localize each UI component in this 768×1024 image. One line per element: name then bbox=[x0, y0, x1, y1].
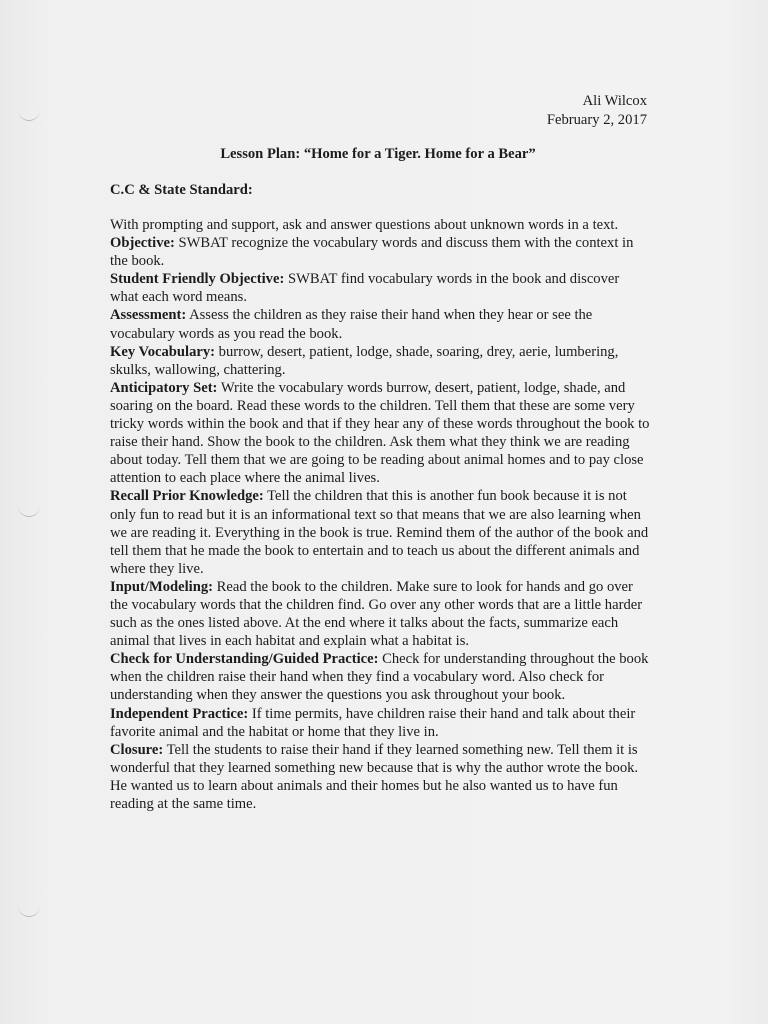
section-objective bbox=[110, 234, 650, 270]
author-name: Ali Wilcox bbox=[582, 93, 647, 109]
section-text: SWBAT recognize the vocabulary words and discuss them with the context in the book. bbox=[110, 235, 634, 270]
lesson-plan-title: Lesson Plan: “Home for a Tiger. Home for a Bear” bbox=[220, 146, 536, 162]
section-text: Write the vocabulary words burrow, desert, patient, lodge, shade, and soaring on the board. Read these words to the children. Tell them that these are some very tricky words within the book and that if they hear any of these words throughout the book to raise their hand. Show the book to the children. Ask them what they think we are reading about today. Tell them that we are going to be reading about animal homes and to pay close attention to each place where the animal lives. bbox=[110, 379, 650, 487]
document-date: February 2, 2017 bbox=[546, 112, 647, 128]
section-text: burrow, desert, patient, lodge, shade, soaring, drey, aerie, lumbering, skulks, wallowing, chattering. bbox=[110, 343, 619, 378]
section-label: Input/Modeling: bbox=[110, 578, 213, 595]
section-label: Closure: bbox=[110, 741, 164, 758]
section-text: SWBAT find vocabulary words in the book and discover what each word means. bbox=[110, 271, 620, 306]
section-label: Check for Understanding/Guided Practice: bbox=[110, 651, 379, 668]
section-text: Check for understanding throughout the book when the children raise their hand when they find a vocabulary word. Also check for understanding when they answer the questions you ask throughout your book. bbox=[110, 651, 649, 704]
section-assessment bbox=[110, 306, 650, 342]
section-anticipatory-set bbox=[110, 379, 650, 488]
section-text: Assess the children as they raise their hand when they hear or see the vocabulary words as you read the book. bbox=[110, 307, 593, 342]
section-key-vocabulary bbox=[110, 343, 650, 379]
punch-hole-mark bbox=[18, 902, 40, 917]
section-label: Key Vocabulary: bbox=[110, 343, 215, 360]
section-recall-prior-knowledge bbox=[110, 487, 650, 577]
section-independent-practice bbox=[110, 705, 650, 741]
document-header bbox=[547, 92, 647, 130]
section-label: Recall Prior Knowledge: bbox=[110, 488, 264, 505]
section-label: Objective: bbox=[110, 235, 175, 252]
section-label: Student Friendly Objective: bbox=[110, 271, 285, 288]
punch-hole-mark bbox=[18, 106, 40, 121]
standard-heading: C.C & State Standard: bbox=[110, 182, 253, 198]
section-text: Tell the children that this is another fun book because it is not only fun to read but it is an informational text so that means that we are also learning when we are reading it. Everything in the book is true. Remind them of the author of the book and tell them that he made the book to entertain and to teach us about the different animals and where they live. bbox=[110, 488, 649, 577]
section-text: If time permits, have children raise their hand and talk about their favorite animal and the habitat or home that they live in. bbox=[110, 705, 636, 740]
section-text: Read the book to the children. Make sure to look for hands and go over the vocabulary words that the children find. Go over any other words that are a little harder such as the ones listed above. At the end where it talks about the facts, summarize each animal that lives in each habitat and explain what a habitat is. bbox=[110, 578, 643, 650]
section-label: Assessment: bbox=[110, 307, 187, 324]
section-text: Tell the students to raise their hand if they learned something new. Tell them it is wonderful that they learned something new because that is why the author wrote the book. He wanted us to learn about animals and their homes but he also wanted us to have fun reading at the same time. bbox=[110, 741, 639, 812]
section-check-for-understanding bbox=[110, 650, 650, 704]
section-label: Independent Practice: bbox=[110, 705, 249, 722]
standard-text: With prompting and support, ask and answer questions about unknown words in a text. bbox=[110, 217, 619, 233]
section-closure bbox=[110, 741, 650, 813]
section-student-friendly-objective bbox=[110, 270, 650, 306]
lesson-plan-body bbox=[110, 216, 650, 813]
punch-hole-mark bbox=[18, 502, 40, 517]
section-input-modeling bbox=[110, 578, 650, 650]
section-label: Anticipatory Set: bbox=[110, 379, 218, 396]
